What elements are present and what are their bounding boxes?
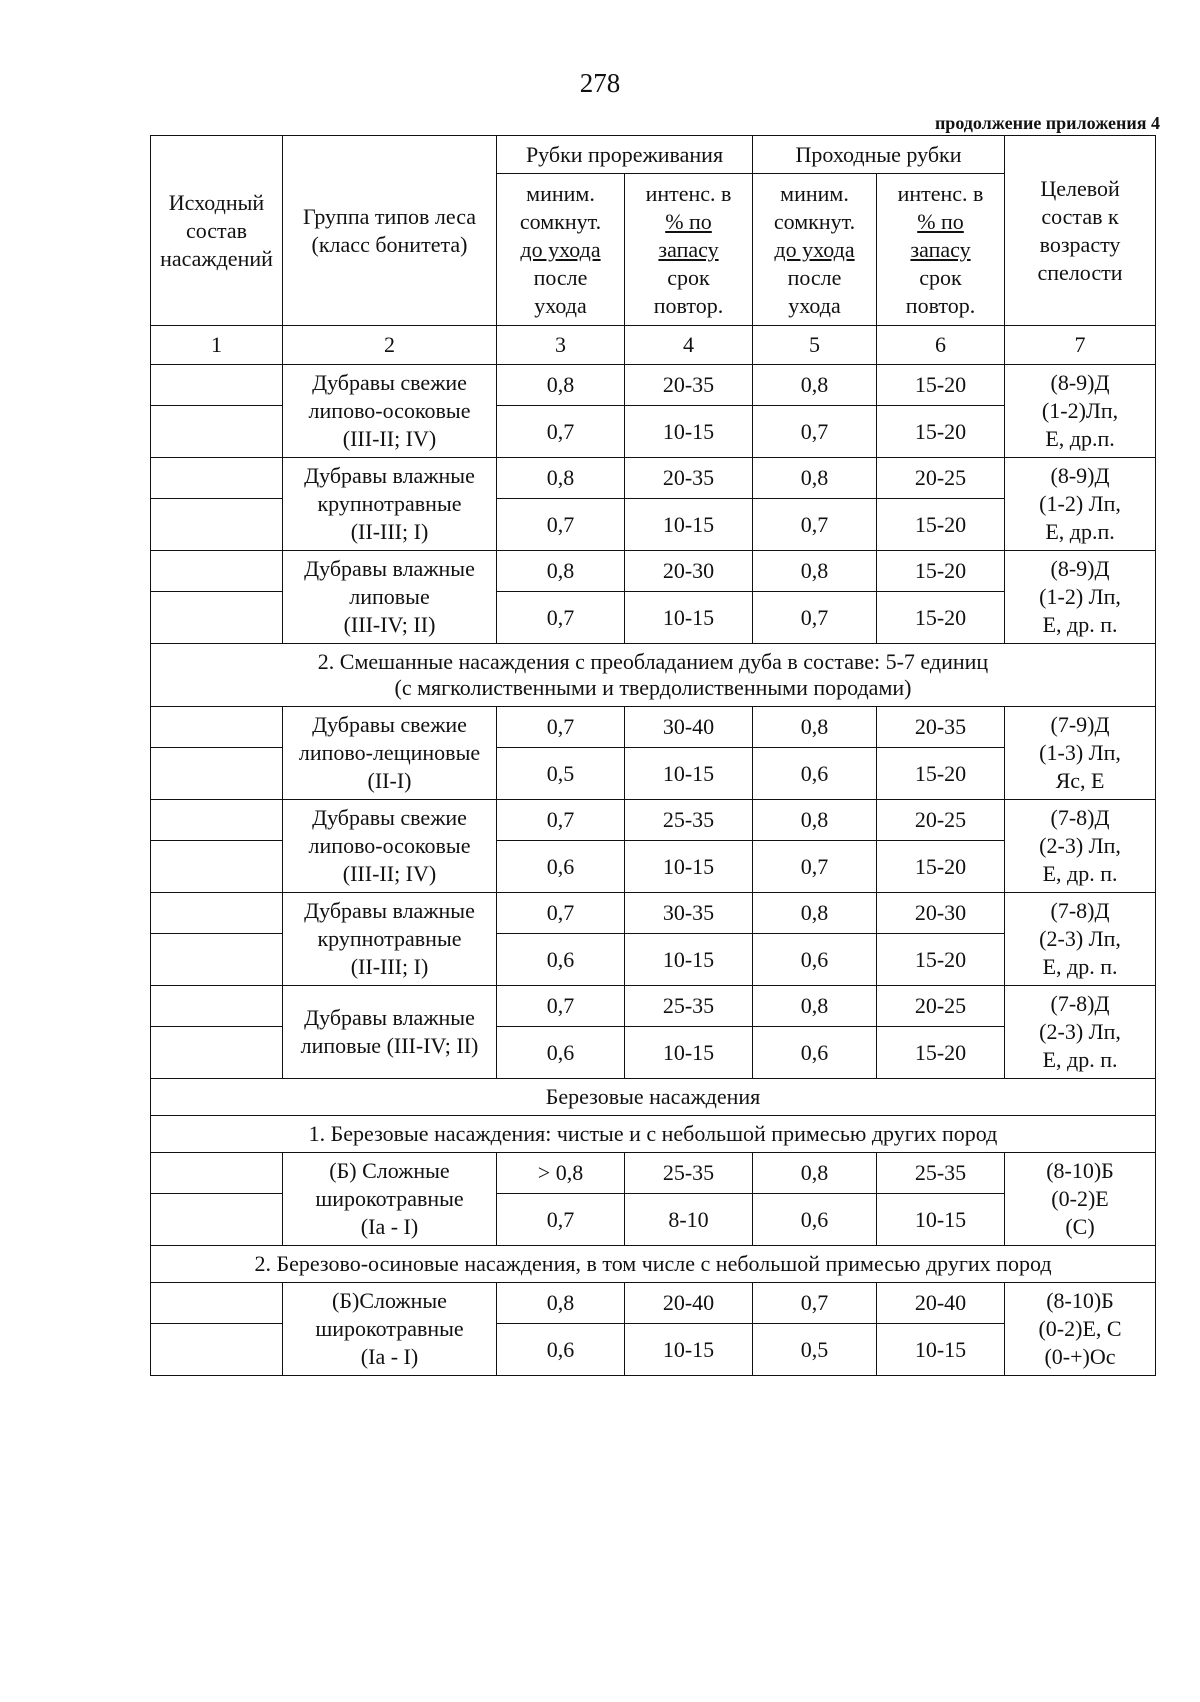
intensity-thinning-cell: 30-40 [625, 707, 753, 748]
intensity-passing-cell: 20-30 [877, 893, 1005, 934]
header-initial-composition: Исходный состав насаждений [151, 136, 283, 326]
min-density-thinning-cell: > 0,8 [497, 1153, 625, 1194]
section-title: 2. Березово-осиновые насаждения, в том числе с небольшой примесью других пород [151, 1246, 1156, 1283]
forest-care-table [150, 135, 1156, 1376]
intensity-passing-cell: 25-35 [877, 1153, 1005, 1194]
table-row [151, 1283, 1156, 1324]
section-title: Березовые насаждения [151, 1079, 1156, 1116]
min-density-thinning-cell: 0,7 [497, 1194, 625, 1246]
page-number: 278 [579, 68, 621, 98]
header-passing-cuts: Проходные рубки [753, 136, 1005, 174]
min-density-thinning-cell: 0,7 [497, 893, 625, 934]
initial-composition-cell [151, 1153, 283, 1194]
target-composition-cell: (7-8)Д (2-3) Лп, Е, др. п. [1005, 986, 1156, 1079]
intensity-passing-cell: 15-20 [877, 406, 1005, 458]
initial-composition-cell [151, 800, 283, 841]
table-row [151, 800, 1156, 841]
min-density-passing-cell: 0,6 [753, 1027, 877, 1079]
header-intensity-thinning: интенс. в % по запасу срок повтор. [625, 174, 753, 326]
initial-composition-cell [151, 499, 283, 551]
initial-composition-cell [151, 934, 283, 986]
initial-composition-cell [151, 893, 283, 934]
intensity-passing-cell: 15-20 [877, 592, 1005, 644]
table-row [151, 893, 1156, 934]
min-density-thinning-cell: 0,6 [497, 1027, 625, 1079]
min-density-thinning-cell: 0,6 [497, 1324, 625, 1376]
min-density-passing-cell: 0,8 [753, 986, 877, 1027]
intensity-passing-cell: 20-25 [877, 458, 1005, 499]
intensity-passing-cell: 15-20 [877, 1027, 1005, 1079]
column-number: 5 [753, 326, 877, 365]
initial-composition-cell [151, 1194, 283, 1246]
intensity-passing-cell: 20-25 [877, 800, 1005, 841]
target-composition-cell: (8-9)Д (1-2) Лп, Е, др.п. [1005, 458, 1156, 551]
min-density-thinning-cell: 0,7 [497, 800, 625, 841]
forest-type-cell: (Б)Сложные широкотравные (Ia - I) [283, 1283, 497, 1376]
section-row [151, 1116, 1156, 1153]
min-density-thinning-cell: 0,7 [497, 986, 625, 1027]
forest-type-cell: Дубравы влажные липовые (III-IV; II) [283, 986, 497, 1079]
min-density-passing-cell: 0,8 [753, 800, 877, 841]
intensity-thinning-cell: 10-15 [625, 1027, 753, 1079]
column-number: 6 [877, 326, 1005, 365]
initial-composition-cell [151, 1324, 283, 1376]
forest-type-cell: Дубравы свежие липово-осоковые (III-II; IV) [283, 365, 497, 458]
intensity-passing-cell: 10-15 [877, 1324, 1005, 1376]
forest-type-cell: (Б) Сложные широкотравные (Ia - I) [283, 1153, 497, 1246]
intensity-thinning-cell: 25-35 [625, 800, 753, 841]
intensity-thinning-cell: 20-35 [625, 458, 753, 499]
min-density-thinning-cell: 0,5 [497, 748, 625, 800]
target-composition-cell: (8-10)Б (0-2)Е (С) [1005, 1153, 1156, 1246]
min-density-passing-cell: 0,8 [753, 551, 877, 592]
forest-type-cell: Дубравы свежие липово-осоковые (III-II; IV) [283, 800, 497, 893]
header-min-density-passing: миним. сомкнут. до ухода после ухода [753, 174, 877, 326]
min-density-thinning-cell: 0,7 [497, 592, 625, 644]
min-density-passing-cell: 0,6 [753, 1194, 877, 1246]
min-density-passing-cell: 0,7 [753, 499, 877, 551]
intensity-thinning-cell: 8-10 [625, 1194, 753, 1246]
intensity-thinning-cell: 10-15 [625, 499, 753, 551]
initial-composition-cell [151, 707, 283, 748]
section-row [151, 1079, 1156, 1116]
min-density-passing-cell: 0,8 [753, 458, 877, 499]
table-row [151, 986, 1156, 1027]
intensity-thinning-cell: 20-40 [625, 1283, 753, 1324]
table-body [151, 365, 1156, 1376]
target-composition-cell: (8-10)Б (0-2)Е, С (0-+)Ос [1005, 1283, 1156, 1376]
column-number: 7 [1005, 326, 1156, 365]
column-number: 4 [625, 326, 753, 365]
initial-composition-cell [151, 592, 283, 644]
forest-type-cell: Дубравы влажные липовые (III-IV; II) [283, 551, 497, 644]
table-row [151, 707, 1156, 748]
target-composition-cell: (7-8)Д (2-3) Лп, Е, др. п. [1005, 893, 1156, 986]
min-density-passing-cell: 0,6 [753, 748, 877, 800]
min-density-passing-cell: 0,8 [753, 893, 877, 934]
header-min-density-thinning: миним. сомкнут. до ухода после ухода [497, 174, 625, 326]
table-row [151, 458, 1156, 499]
intensity-thinning-cell: 10-15 [625, 748, 753, 800]
min-density-passing-cell: 0,5 [753, 1324, 877, 1376]
initial-composition-cell [151, 458, 283, 499]
min-density-thinning-cell: 0,7 [497, 499, 625, 551]
min-density-thinning-cell: 0,6 [497, 841, 625, 893]
intensity-thinning-cell: 10-15 [625, 592, 753, 644]
intensity-passing-cell: 15-20 [877, 365, 1005, 406]
section-title: 2. Смешанные насаждения с преобладанием дуба в составе: 5-7 единиц (с мягколиственными и твердолиственными породами) [151, 644, 1156, 707]
min-density-passing-cell: 0,7 [753, 592, 877, 644]
column-number: 2 [283, 326, 497, 365]
initial-composition-cell [151, 406, 283, 458]
intensity-thinning-cell: 10-15 [625, 406, 753, 458]
intensity-passing-cell: 20-25 [877, 986, 1005, 1027]
min-density-thinning-cell: 0,8 [497, 458, 625, 499]
initial-composition-cell [151, 986, 283, 1027]
initial-composition-cell [151, 748, 283, 800]
min-density-passing-cell: 0,8 [753, 707, 877, 748]
min-density-passing-cell: 0,7 [753, 1283, 877, 1324]
intensity-thinning-cell: 10-15 [625, 841, 753, 893]
intensity-thinning-cell: 25-35 [625, 986, 753, 1027]
intensity-passing-cell: 10-15 [877, 1194, 1005, 1246]
table-row [151, 1153, 1156, 1194]
intensity-passing-cell: 15-20 [877, 499, 1005, 551]
intensity-passing-cell: 15-20 [877, 748, 1005, 800]
initial-composition-cell [151, 1283, 283, 1324]
min-density-passing-cell: 0,8 [753, 365, 877, 406]
min-density-passing-cell: 0,6 [753, 934, 877, 986]
intensity-passing-cell: 20-35 [877, 707, 1005, 748]
header-thinning: Рубки прореживания [497, 136, 753, 174]
initial-composition-cell [151, 1027, 283, 1079]
table-row [151, 551, 1156, 592]
initial-composition-cell [151, 365, 283, 406]
min-density-thinning-cell: 0,8 [497, 551, 625, 592]
table-row [151, 365, 1156, 406]
section-title: 1. Березовые насаждения: чистые и с небольшой примесью других пород [151, 1116, 1156, 1153]
column-number: 3 [497, 326, 625, 365]
intensity-thinning-cell: 20-35 [625, 365, 753, 406]
min-density-thinning-cell: 0,7 [497, 707, 625, 748]
min-density-thinning-cell: 0,8 [497, 1283, 625, 1324]
initial-composition-cell [151, 551, 283, 592]
continuation-note: продолжение приложения 4 [934, 113, 1160, 133]
target-composition-cell: (8-9)Д (1-2) Лп, Е, др. п. [1005, 551, 1156, 644]
min-density-thinning-cell: 0,7 [497, 406, 625, 458]
intensity-thinning-cell: 25-35 [625, 1153, 753, 1194]
header-intensity-passing: интенс. в % по запасу срок повтор. [877, 174, 1005, 326]
section-row [151, 1246, 1156, 1283]
intensity-thinning-cell: 20-30 [625, 551, 753, 592]
column-number: 1 [151, 326, 283, 365]
intensity-thinning-cell: 30-35 [625, 893, 753, 934]
header-forest-type-group: Группа типов леса (класс бонитета) [283, 136, 497, 326]
min-density-passing-cell: 0,7 [753, 841, 877, 893]
target-composition-cell: (7-8)Д (2-3) Лп, Е, др. п. [1005, 800, 1156, 893]
initial-composition-cell [151, 841, 283, 893]
target-composition-cell: (8-9)Д (1-2)Лп, Е, др.п. [1005, 365, 1156, 458]
min-density-thinning-cell: 0,6 [497, 934, 625, 986]
target-composition-cell: (7-9)Д (1-3) Лп, Яс, Е [1005, 707, 1156, 800]
header-target-composition: Целевой состав к возрасту спелости [1005, 136, 1156, 326]
intensity-thinning-cell: 10-15 [625, 934, 753, 986]
forest-type-cell: Дубравы влажные крупнотравные (II-III; I) [283, 893, 497, 986]
intensity-passing-cell: 15-20 [877, 551, 1005, 592]
intensity-passing-cell: 15-20 [877, 934, 1005, 986]
forest-type-cell: Дубравы влажные крупнотравные (II-III; I) [283, 458, 497, 551]
intensity-passing-cell: 20-40 [877, 1283, 1005, 1324]
min-density-passing-cell: 0,8 [753, 1153, 877, 1194]
intensity-thinning-cell: 10-15 [625, 1324, 753, 1376]
forest-type-cell: Дубравы свежие липово-лещиновые (II-I) [283, 707, 497, 800]
section-row [151, 644, 1156, 707]
min-density-passing-cell: 0,7 [753, 406, 877, 458]
min-density-thinning-cell: 0,8 [497, 365, 625, 406]
column-number-row [151, 326, 1156, 365]
intensity-passing-cell: 15-20 [877, 841, 1005, 893]
